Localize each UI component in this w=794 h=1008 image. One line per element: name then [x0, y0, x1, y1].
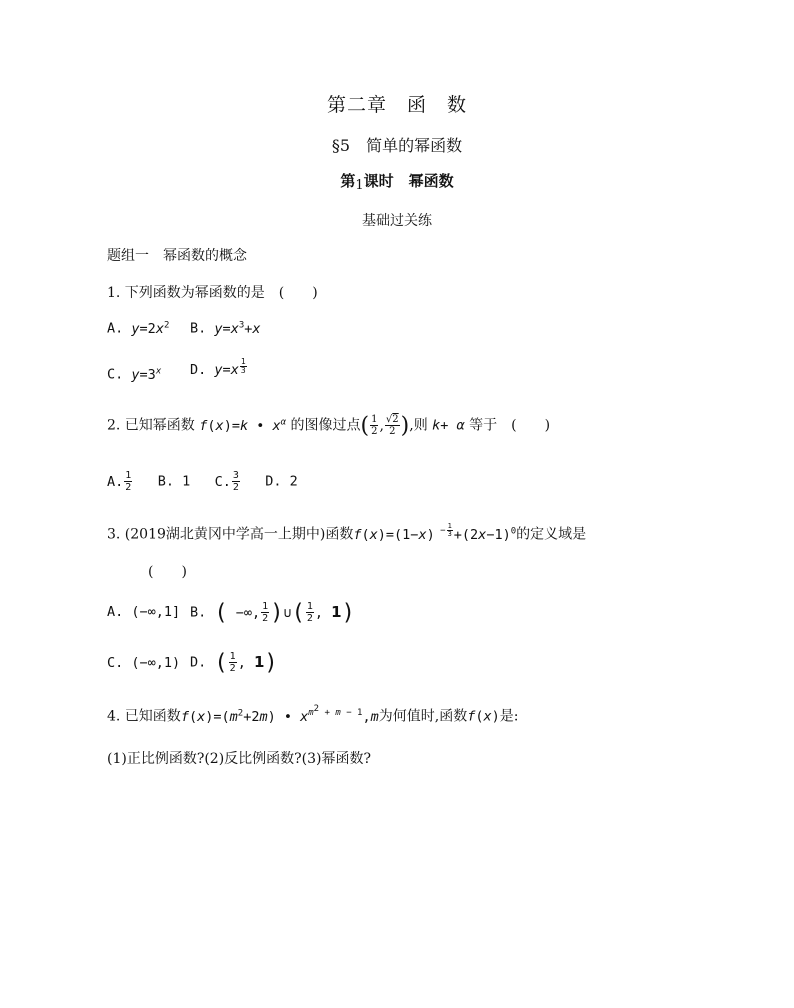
- q2-options: [107, 470, 298, 493]
- q2-option-a: A. $\frac{1}{2}$: [107, 470, 132, 493]
- q1-option-c: [107, 366, 161, 383]
- q2-option-c: C. $\frac{3}{2}$: [214, 470, 239, 493]
- q2-function-formula: f(x)=k • $x^\alpha$: [199, 417, 287, 434]
- q1-option-d-formula: y=x $\frac{1}{3}$: [214, 357, 246, 378]
- lesson-suffix: 课时 幂函数: [363, 172, 454, 190]
- q1-option-d-label: D.: [190, 362, 207, 378]
- lesson-prefix: 第: [340, 172, 356, 190]
- q2-sum-expression: k+ α: [432, 417, 465, 434]
- q4-stem-start: 4. 已知函数: [107, 708, 181, 725]
- q2-option-c-label: C.: [214, 473, 231, 490]
- question-2-stem: [107, 413, 550, 438]
- q2-option-a-label: A.: [107, 473, 124, 490]
- q2-stem-then: ,则: [409, 417, 428, 434]
- q1-option-b-formula: $y=x^3+x$: [214, 320, 261, 337]
- q4-parts: (1)正比例函数?(2)反比例函数?(3)幂函数?: [107, 751, 372, 767]
- question-1-stem: 1. 下列函数为幂函数的是 ( ): [107, 285, 318, 301]
- q2-option-b: B. 1: [157, 473, 191, 490]
- question-3-stem: [107, 523, 586, 544]
- lesson-title: [0, 170, 794, 191]
- q3-option-b-label: B.: [190, 604, 207, 621]
- q3-option-c: C. (−∞,1): [107, 655, 181, 671]
- exercise-subtitle: 基础过关练: [362, 213, 432, 229]
- lesson-number: 1: [355, 178, 364, 193]
- q3-answer-blank: ( ): [148, 564, 187, 580]
- q1-option-b: [190, 320, 261, 337]
- q3-option-b-interval: ( −∞, $\frac{1}{2}$ )∪( $\frac{1}{2}$ , 1): [214, 600, 355, 625]
- q3-option-d-label: D.: [190, 654, 207, 671]
- q3-function-formula: f(x)=(1−x) $^{- \frac{1}{3}}$ $+(2x-1)^0$: [353, 522, 517, 543]
- q1-option-a-label: A.: [107, 320, 124, 337]
- q4-stem-end: 是:: [499, 708, 519, 725]
- group-title: 题组一 幂函数的概念: [107, 248, 247, 264]
- q3-option-a: A. (−∞,1]: [107, 604, 181, 620]
- chapter-title: 第二章 函 数: [326, 94, 467, 116]
- section-title: §5 简单的幂函数: [331, 136, 463, 155]
- q2-option-d: D. 2: [265, 473, 298, 490]
- q3-stem-end: 的定义域是: [516, 526, 587, 543]
- q2-stem-middle: 的图像过点: [290, 417, 361, 434]
- q2-stem-end: 等于 ( ): [469, 417, 551, 434]
- q3-option-b: [190, 600, 355, 625]
- q1-option-c-label: C.: [107, 366, 124, 383]
- q4-stem-middle: 为何值时,函数: [378, 708, 468, 725]
- question-4-stem: [107, 704, 518, 726]
- q4-function-name: f(x): [467, 708, 500, 725]
- q3-option-d: [190, 650, 278, 675]
- q2-point: ( $\frac{1}{2}$ , $\frac{√2}{2}$ ): [360, 413, 410, 438]
- q1-option-c-formula: $y=3^x$: [131, 366, 162, 383]
- q1-option-a-formula: $y=2x^2$: [131, 320, 170, 337]
- q3-stem-start: 3. (2019湖北黄冈中学高一上期中)函数: [107, 526, 354, 543]
- q3-option-d-interval: ( $\frac{1}{2}$ , 1): [214, 650, 278, 675]
- q2-stem-start: 2. 已知幂函数: [107, 417, 195, 434]
- q1-option-b-label: B.: [190, 320, 207, 337]
- q4-function-formula: $f(x)=(m^2+2m)$ • $x^{m^2 + m - 1},m$: [180, 704, 379, 725]
- q1-option-d: [190, 358, 248, 378]
- q1-option-a: [107, 320, 169, 337]
